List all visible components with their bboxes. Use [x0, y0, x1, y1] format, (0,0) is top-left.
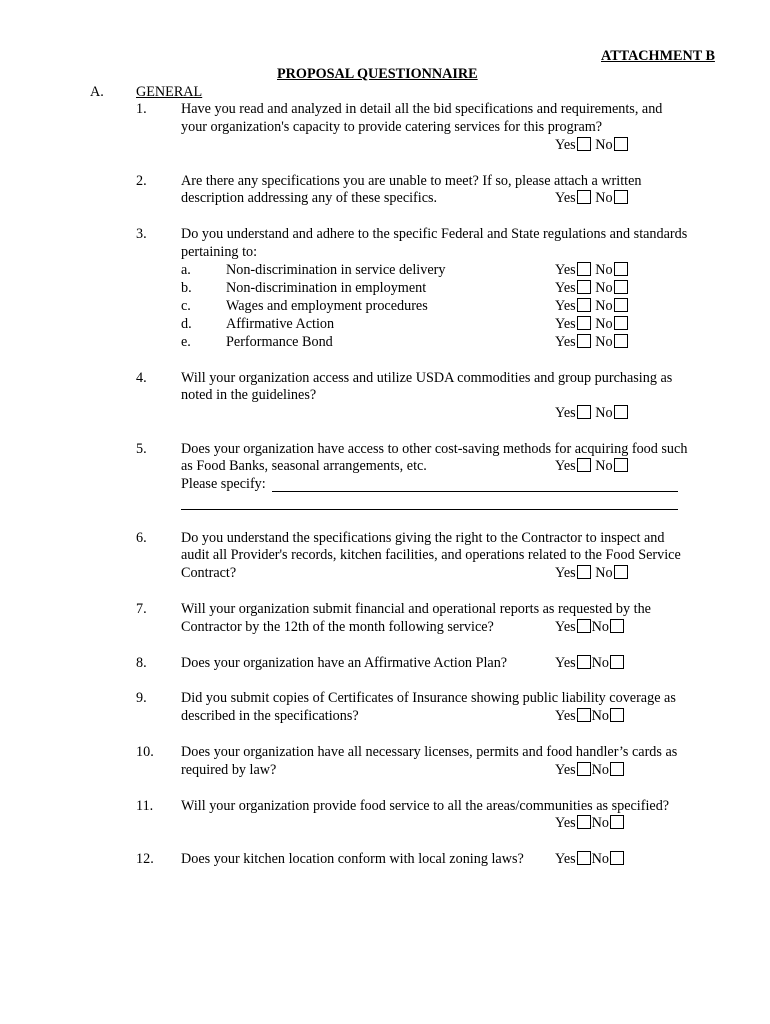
question-number: 4. [136, 370, 147, 386]
yes-no-answer [555, 815, 625, 832]
question-text: Do you understand the specifications giving the right to the Contractor to inspect and [181, 530, 665, 546]
question-number: 2. [136, 173, 147, 189]
yes-label: Yes [555, 708, 576, 724]
question-text: Will your organization submit financial and operational reports as requested by the [181, 601, 651, 617]
no-checkbox[interactable] [610, 815, 624, 829]
no-checkbox[interactable] [614, 262, 628, 276]
no-label: No [595, 280, 613, 296]
no-checkbox[interactable] [614, 316, 628, 330]
yes-checkbox[interactable] [577, 316, 591, 330]
question-number: 3. [136, 226, 147, 242]
question-number: 1. [136, 101, 147, 117]
subitem-letter: b. [181, 280, 192, 296]
no-label: No [595, 565, 613, 581]
yes-label: Yes [555, 458, 576, 474]
yes-no-answer [555, 316, 629, 333]
no-label: No [595, 405, 613, 421]
question-text: audit all Provider's records, kitchen facilities, and operations related to the Food Service [181, 547, 681, 563]
yes-checkbox[interactable] [577, 190, 591, 204]
yes-checkbox[interactable] [577, 619, 591, 633]
no-checkbox[interactable] [614, 334, 628, 348]
question-text: description addressing any of these specifics. [181, 190, 438, 206]
no-label: No [595, 137, 613, 153]
yes-checkbox[interactable] [577, 405, 591, 419]
yes-label: Yes [555, 137, 576, 153]
yes-no-answer [555, 851, 625, 868]
specify-label: Please specify: [181, 476, 266, 492]
question-text: Contract? [181, 565, 237, 581]
no-label: No [591, 762, 609, 778]
question-text: your organization's capacity to provide catering services for this program? [181, 119, 603, 135]
no-label: No [595, 458, 613, 474]
yes-label: Yes [555, 316, 576, 332]
question-text: Will your organization provide food service to all the areas/communities as specified? [181, 798, 670, 814]
yes-checkbox[interactable] [577, 815, 591, 829]
yes-checkbox[interactable] [577, 458, 591, 472]
subitem-letter: d. [181, 316, 192, 332]
section-letter: A. [90, 84, 104, 100]
yes-label: Yes [555, 190, 576, 206]
no-checkbox[interactable] [614, 405, 628, 419]
question-number: 5. [136, 441, 147, 457]
yes-checkbox[interactable] [577, 137, 591, 151]
yes-no-answer [555, 190, 629, 207]
no-label: No [591, 815, 609, 831]
question-text: Have you read and analyzed in detail all the bid specifications and requirements, and [181, 101, 663, 117]
no-checkbox[interactable] [610, 708, 624, 722]
no-checkbox[interactable] [610, 619, 624, 633]
question-number: 12. [136, 851, 154, 867]
yes-checkbox[interactable] [577, 762, 591, 776]
yes-label: Yes [555, 762, 576, 778]
yes-checkbox[interactable] [577, 655, 591, 669]
question-text: described in the specifications? [181, 708, 359, 724]
yes-checkbox[interactable] [577, 298, 591, 312]
question-text: Will your organization access and utilize USDA commodities and group purchasing as [181, 370, 673, 386]
yes-checkbox[interactable] [577, 708, 591, 722]
question-text: Does your kitchen location conform with local zoning laws? [181, 851, 524, 867]
yes-label: Yes [555, 334, 576, 350]
yes-no-answer [555, 619, 625, 636]
no-label: No [595, 316, 613, 332]
question-number: 10. [136, 744, 154, 760]
yes-no-answer [555, 280, 629, 297]
subitem-text: Wages and employment procedures [226, 298, 428, 314]
no-label: No [591, 851, 609, 867]
yes-checkbox[interactable] [577, 262, 591, 276]
yes-no-answer [555, 655, 625, 672]
no-checkbox[interactable] [614, 280, 628, 294]
no-label: No [591, 708, 609, 724]
question-text: as Food Banks, seasonal arrangements, etc. [181, 458, 427, 474]
subitem-letter: c. [181, 298, 191, 314]
yes-label: Yes [555, 280, 576, 296]
specify-input-line-2[interactable] [181, 494, 678, 510]
section-title: GENERAL [136, 84, 203, 100]
question-text: pertaining to: [181, 244, 258, 260]
yes-no-answer [555, 708, 625, 725]
question-text: Do you understand and adhere to the specific Federal and State regulations and standards [181, 226, 688, 242]
yes-label: Yes [555, 405, 576, 421]
question-number: 9. [136, 690, 147, 706]
no-checkbox[interactable] [614, 137, 628, 151]
no-label: No [595, 262, 613, 278]
question-text: Does your organization have an Affirmative Action Plan? [181, 655, 508, 671]
yes-label: Yes [555, 815, 576, 831]
no-label: No [595, 298, 613, 314]
yes-checkbox[interactable] [577, 280, 591, 294]
yes-no-answer [555, 565, 629, 582]
no-label: No [591, 619, 609, 635]
question-number: 11. [136, 798, 154, 814]
yes-no-answer [555, 458, 629, 475]
question-number: 7. [136, 601, 147, 617]
specify-input-line-1[interactable] [272, 476, 678, 492]
no-checkbox[interactable] [610, 851, 624, 865]
yes-label: Yes [555, 298, 576, 314]
subitem-text: Non-discrimination in service delivery [226, 262, 446, 278]
question-text: required by law? [181, 762, 277, 778]
subitem-text: Non-discrimination in employment [226, 280, 427, 296]
subitem-text: Performance Bond [226, 334, 333, 350]
yes-no-answer [555, 137, 629, 154]
question-text: Are there any specifications you are unable to meet? If so, please attach a written [181, 173, 642, 189]
yes-label: Yes [555, 565, 576, 581]
no-checkbox[interactable] [614, 190, 628, 204]
yes-no-answer [555, 298, 629, 315]
question-text: Did you submit copies of Certificates of Insurance showing public liability coverage as [181, 690, 676, 706]
yes-checkbox[interactable] [577, 565, 591, 579]
subitem-text: Affirmative Action [226, 316, 335, 332]
question-number: 8. [136, 655, 147, 671]
question-text: noted in the guidelines? [181, 387, 317, 403]
question-text: Does your organization have access to other cost-saving methods for acquiring food such [181, 441, 688, 457]
yes-label: Yes [555, 262, 576, 278]
no-checkbox[interactable] [610, 762, 624, 776]
question-text: Does your organization have all necessary licenses, permits and food handler’s cards as [181, 744, 678, 760]
yes-no-answer [555, 405, 629, 422]
yes-no-answer [555, 762, 625, 779]
subitem-letter: e. [181, 334, 191, 350]
no-checkbox[interactable] [614, 565, 628, 579]
question-number: 6. [136, 530, 147, 546]
subitem-letter: a. [181, 262, 191, 278]
page-title: PROPOSAL QUESTIONNAIRE [277, 66, 478, 82]
no-checkbox[interactable] [614, 458, 628, 472]
question-text: Contractor by the 12th of the month following service? [181, 619, 494, 635]
yes-checkbox[interactable] [577, 851, 591, 865]
no-label: No [591, 655, 609, 671]
no-label: No [595, 334, 613, 350]
no-label: No [595, 190, 613, 206]
yes-label: Yes [555, 619, 576, 635]
yes-no-answer [555, 262, 629, 279]
yes-checkbox[interactable] [577, 334, 591, 348]
no-checkbox[interactable] [610, 655, 624, 669]
attachment-label: ATTACHMENT B [601, 48, 715, 64]
yes-label: Yes [555, 851, 576, 867]
no-checkbox[interactable] [614, 298, 628, 312]
yes-no-answer [555, 334, 629, 351]
yes-label: Yes [555, 655, 576, 671]
